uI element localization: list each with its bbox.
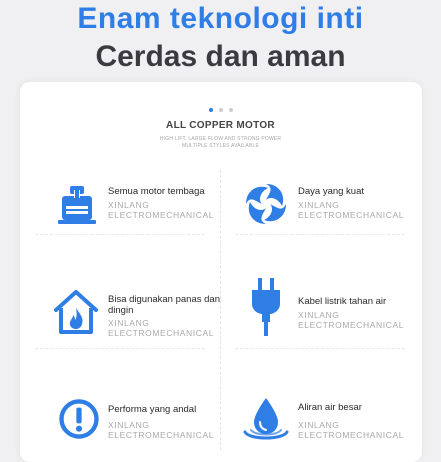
motor-icon: [52, 180, 100, 228]
section-heading: ALL COPPER MOTOR: [166, 120, 275, 131]
row-divider: [35, 348, 205, 349]
feature-label: Kabel listrik tahan air: [298, 296, 387, 307]
water-drop-icon: [240, 396, 292, 444]
feature-item: [242, 278, 427, 338]
feature-brand: XINLANG: [298, 200, 340, 210]
section-subtitle: MULTIPLE STYLES AVAILABLE: [182, 143, 259, 149]
carousel-dot[interactable]: [229, 108, 233, 112]
feature-label: Daya yang kuat: [298, 186, 365, 197]
feature-label: Aliran air besar: [298, 402, 362, 413]
feature-brand: ELECTROMECHANICAL: [108, 430, 215, 440]
feature-brand: XINLANG: [108, 200, 150, 210]
feature-brand: ELECTROMECHANICAL: [108, 328, 215, 338]
house-flame-icon: [52, 288, 100, 336]
headline-primary: Enam teknologi inti: [77, 2, 364, 35]
feature-brand: XINLANG: [298, 420, 340, 430]
feature-brand: ELECTROMECHANICAL: [298, 320, 405, 330]
power-plug-icon: [242, 278, 290, 336]
feature-item: [242, 180, 427, 240]
feature-brand: XINLANG: [108, 318, 150, 328]
feature-item: [58, 398, 243, 458]
feature-item: [240, 396, 425, 456]
feature-brand: XINLANG: [298, 310, 340, 320]
feature-item: [52, 288, 237, 348]
carousel-dot-active[interactable]: [209, 108, 213, 112]
feature-label: Semua motor tembaga: [108, 186, 205, 197]
feature-brand: ELECTROMECHANICAL: [298, 430, 405, 440]
row-divider: [235, 348, 405, 349]
feature-item: [52, 180, 237, 240]
swirl-power-icon: [242, 180, 290, 228]
feature-brand: ELECTROMECHANICAL: [108, 210, 215, 220]
feature-label: Performa yang andal: [108, 404, 197, 415]
exclamation-icon: [58, 398, 100, 440]
feature-brand: XINLANG: [108, 420, 150, 430]
feature-label: Bisa digunakan panas dan dingin: [108, 294, 220, 316]
feature-brand: ELECTROMECHANICAL: [298, 210, 405, 220]
carousel-dots: [0, 99, 441, 117]
carousel-dot[interactable]: [219, 108, 223, 112]
headline-secondary: Cerdas dan aman: [95, 40, 346, 73]
section-subtitle: HIGH LIFT, LARGE FLOW AND STRONG POWER: [159, 136, 282, 142]
